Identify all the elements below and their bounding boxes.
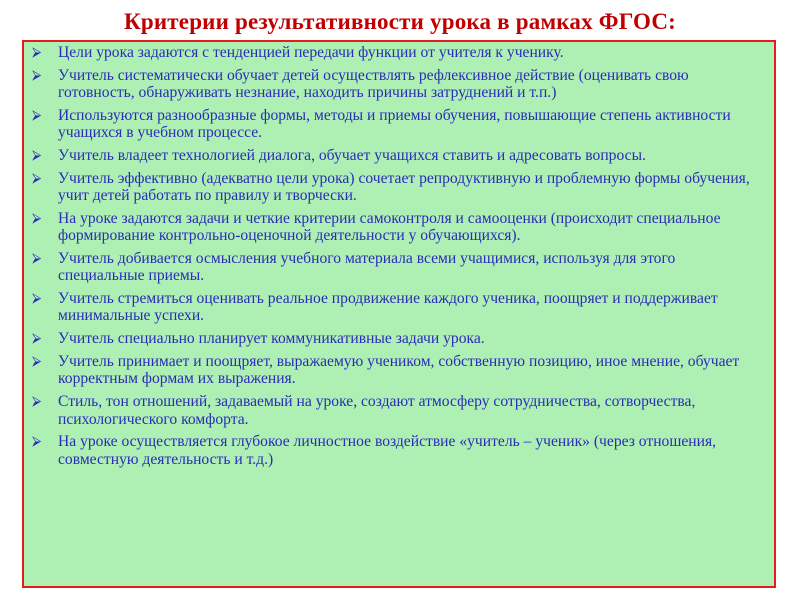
criteria-panel [22,40,776,588]
arrow-bullet-icon: ⮚ [32,67,42,83]
list-item-text: Учитель стремиться оценивать реальное продвижение каждого ученика, поощряет и поддерживает минимальные успехи. [58,290,718,325]
list-item-text: Учитель добивается осмысления учебного материала всеми учащимися, используя для этого специальные приемы. [58,250,676,285]
slide-title: Критерии результативности урока в рамках ФГОС: [123,9,677,34]
list-item-text: На уроке осуществляется глубокое личностное воздействие «учитель – ученик» (через отношения, совместную деятельность и т.д.) [58,433,717,468]
list-item [32,330,764,347]
list-item-text: Учитель систематически обучает детей осуществлять рефлексивное действие (оценивать свою готовность, обнаруживать незнание, находить причины затруднений и т.п.) [58,66,689,102]
list-item [32,170,764,204]
list-item [32,210,764,244]
list-item [32,393,764,427]
list-item-text: Учитель специально планирует коммуникативные задачи урока. [58,330,485,348]
list-item-text: Используются разнообразные формы, методы и приемы обучения, повышающие степень активности учащихся в учебном процессе. [58,106,731,142]
list-item [32,433,764,467]
list-item-text: Стиль, тон отношений, задаваемый на уроке, создают атмосферу сотрудничества, сотворчества, психологического комфорта. [58,393,696,428]
list-item [32,250,764,284]
arrow-bullet-icon: ⮚ [32,354,42,370]
list-item [32,44,764,61]
arrow-bullet-icon: ⮚ [32,211,42,227]
arrow-bullet-icon: ⮚ [32,331,42,347]
arrow-bullet-icon: ⮚ [32,148,42,164]
arrow-bullet-icon: ⮚ [32,434,42,450]
list-item-text: На уроке задаются задачи и четкие критерии самоконтроля и самооценки (происходит специальное формирование контрольно-оценочной деятельности у обучающихся). [58,210,721,245]
list-item-text: Учитель эффективно (адекватно цели урока) сочетает репродуктивную и проблемную формы обучения, учит детей работать по правилу и творчески. [58,169,750,205]
list-item [32,107,764,141]
arrow-bullet-icon: ⮚ [32,170,42,186]
arrow-bullet-icon: ⮚ [32,394,42,410]
list-item [32,290,764,324]
criteria-list [24,42,774,468]
list-item [32,147,764,164]
list-item-text: Учитель принимает и поощряет, выражаемую учеником, собственную позицию, иное мнение, обучает корректным формам их выражения. [58,353,740,388]
arrow-bullet-icon: ⮚ [32,45,42,60]
list-item [32,353,764,387]
list-item [32,67,764,101]
arrow-bullet-icon: ⮚ [32,107,42,123]
arrow-bullet-icon: ⮚ [32,251,42,267]
list-item-text: Цели урока задаются с тенденцией передачи функции от учителя к ученику. [58,44,564,61]
arrow-bullet-icon: ⮚ [32,291,42,307]
list-item-text: Учитель владеет технологией диалога, обучает учащихся ставить и адресовать вопросы. [58,147,646,165]
